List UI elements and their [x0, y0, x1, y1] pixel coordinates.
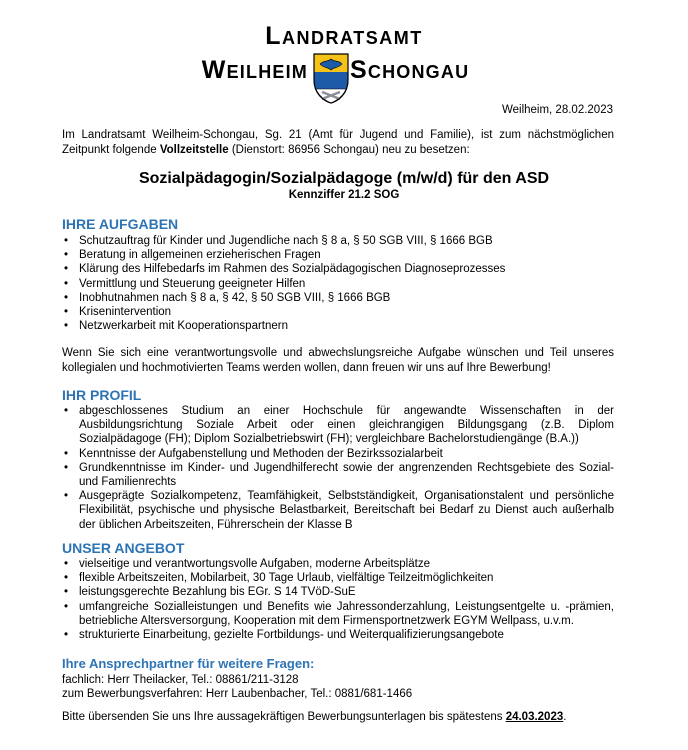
list-item: [62, 447, 614, 461]
header-row: [0, 52, 688, 108]
header-weilheim: Weilheim: [201, 56, 308, 84]
list-item: [62, 557, 614, 571]
list-item-text: Kenntnisse der Aufgabenstellung und Methoden der Bezirkssozialarbeit: [79, 447, 443, 460]
bullet-icon: •: [64, 249, 69, 262]
bullet-icon: •: [64, 277, 69, 290]
section-heading-profil: IHR PROFIL: [62, 387, 142, 403]
bullet-icon: •: [64, 405, 69, 417]
bullet-icon: •: [64, 320, 69, 333]
list-item-text: Inobhutnahmen nach § 8 a, § 42, § 50 SGB VIII, § 1666 BGB: [79, 291, 391, 304]
bullet-icon: •: [64, 629, 69, 642]
intro-paragraph: [62, 128, 614, 158]
list-item: [62, 489, 614, 532]
list-item: [62, 305, 614, 319]
list-item: [62, 234, 614, 248]
angebot-list: [62, 557, 614, 642]
list-item-text: flexible Arbeitszeiten, Mobilarbeit, 30 Tage Urlaub, vielfältige Teilzeitmöglichkeiten: [79, 572, 494, 585]
list-item-text: Vermittlung und Steuerung geeigneter Hilfen: [79, 277, 306, 290]
bullet-icon: •: [64, 235, 69, 247]
list-item: [62, 277, 614, 291]
deadline-date: 24.03.2023: [505, 711, 564, 723]
job-title: Sozialpädagogin/Sozialpädagoge (m/w/d) für den ASD: [138, 170, 550, 187]
contact-line-fachlich: fachlich: Herr Theilacker, Tel.: 08861/211-3128: [62, 674, 299, 686]
bullet-icon: •: [64, 461, 69, 474]
bullet-icon: •: [64, 586, 69, 599]
list-item-text: Schutzauftrag für Kinder und Jugendliche nach § 8 a, § 50 SGB VIII, § 1666 BGB: [79, 235, 493, 247]
list-item-text: abgeschlossenes Studium an einer Hochschule für angewandte Wissenschaften in der Ausbildungsrichtung Soziale Arbeit oder einen gleichrangigen Bildungsgang (z.B. Diplom Sozialpädagoge (FH); Diplom Sozialbetriebswirt (FH); vergleichbare Bachelorstudiengänge (B.A.)): [79, 405, 614, 446]
closing-text-after: .: [563, 711, 567, 723]
list-item-text: leistungsgerechte Bezahlung bis EGr. S 14 TVöD-SuE: [79, 586, 356, 599]
section-heading-aufgaben: IHRE AUFGABEN: [62, 216, 179, 232]
profil-list: [62, 404, 614, 532]
list-item-text: vielseitige und verantwortungsvolle Aufgaben, moderne Arbeitsplätze: [79, 558, 430, 570]
list-item: [62, 319, 614, 333]
list-item-text: Ausgeprägte Sozialkompetenz, Teamfähigkeit, Selbstständigkeit, Organisationstalent und persönliche Flexibilität, psychische und physische Belastbarkeit, Bereitschaft bei Bedarf zu Dienst auch außerhalb der üblichen Arbeitszeiten, Führerschein der Klasse B: [79, 490, 614, 531]
list-item-text: umfangreiche Sozialleistungen und Benefits wie Jahressonderzahlung, Leistungsentgelte u. -prämien, betriebliche Altersversorgung, Kooperation mit dem Firmensportnetzwerk EGYM Wellpass, u.v.m.: [79, 600, 614, 627]
intro-text-before: Im Landratsamt Weilheim-Schongau, Sg. 21 (Amt für Jugend und Familie), ist zum nächstmöglichen Zeitpunkt folgende: [62, 129, 614, 156]
intro-text-after: (Dienstort: 86956 Schongau) neu zu besetzen:: [228, 144, 470, 156]
contact-heading: Ihre Ansprechpartner für weitere Fragen:: [62, 656, 315, 671]
list-item: [62, 248, 614, 262]
bullet-icon: •: [64, 600, 69, 613]
contact-line-bewerbung: zum Bewerbungsverfahren: Herr Laubenbacher, Tel.: 0881/681-1466: [62, 688, 413, 700]
posting-date: Weilheim, 28.02.2023: [501, 104, 613, 116]
section-heading-angebot: UNSER ANGEBOT: [62, 540, 185, 556]
bullet-icon: •: [64, 447, 69, 460]
list-item-text: Netzwerkarbeit mit Kooperationspartnern: [79, 320, 289, 333]
motivation-paragraph: Wenn Sie sich eine verantwortungsvolle und abwechslungsreiche Aufgabe wünschen und Teil unseres kollegialen und hochmotivierten Teams werden wollen, dann freuen wir uns auf Ihre Bewerbung!: [62, 347, 614, 374]
list-item-text: strukturierte Einarbeitung, gezielte Fortbildungs- und Weiterqualifizierungsangebote: [79, 629, 504, 642]
list-item: [62, 291, 614, 305]
aufgaben-list: [62, 234, 614, 333]
closing-sentence: [62, 711, 566, 723]
list-item-text: Krisenintervention: [79, 306, 172, 319]
bullet-icon: •: [64, 306, 69, 319]
job-code: Kennziffer 21.2 SOG: [288, 189, 400, 201]
list-item: [62, 404, 614, 447]
header-schongau: Schongau: [350, 56, 470, 84]
list-item: [62, 585, 614, 599]
list-item-text: Beratung in allgemeinen erzieherischen Fragen: [79, 249, 321, 262]
bullet-icon: •: [64, 490, 69, 503]
list-item: [62, 262, 614, 276]
bullet-icon: •: [64, 263, 69, 276]
list-item: [62, 628, 614, 642]
list-item: [62, 600, 614, 628]
bullet-icon: •: [64, 572, 69, 585]
bullet-icon: •: [64, 291, 69, 304]
header-landratsamt: Landratsamt: [265, 22, 423, 50]
list-item-text: Grundkenntnisse im Kinder- und Jugendhilferecht sowie der angrenzenden Rechtsgebiete des Sozial- und Familienrechts: [79, 461, 614, 489]
intro-text-bold: Vollzeitstelle: [159, 144, 229, 156]
list-item: [62, 571, 614, 585]
bullet-icon: •: [64, 558, 69, 570]
list-item: [62, 461, 614, 489]
closing-text-before: Bitte übersenden Sie uns Ihre aussagekräftigen Bewerbungsunterlagen bis spätestens: [62, 711, 506, 723]
coat-of-arms-icon: [312, 52, 350, 104]
list-item-text: Klärung des Hilfebedarfs im Rahmen des Sozialpädagogischen Diagnoseprozesses: [79, 263, 506, 276]
